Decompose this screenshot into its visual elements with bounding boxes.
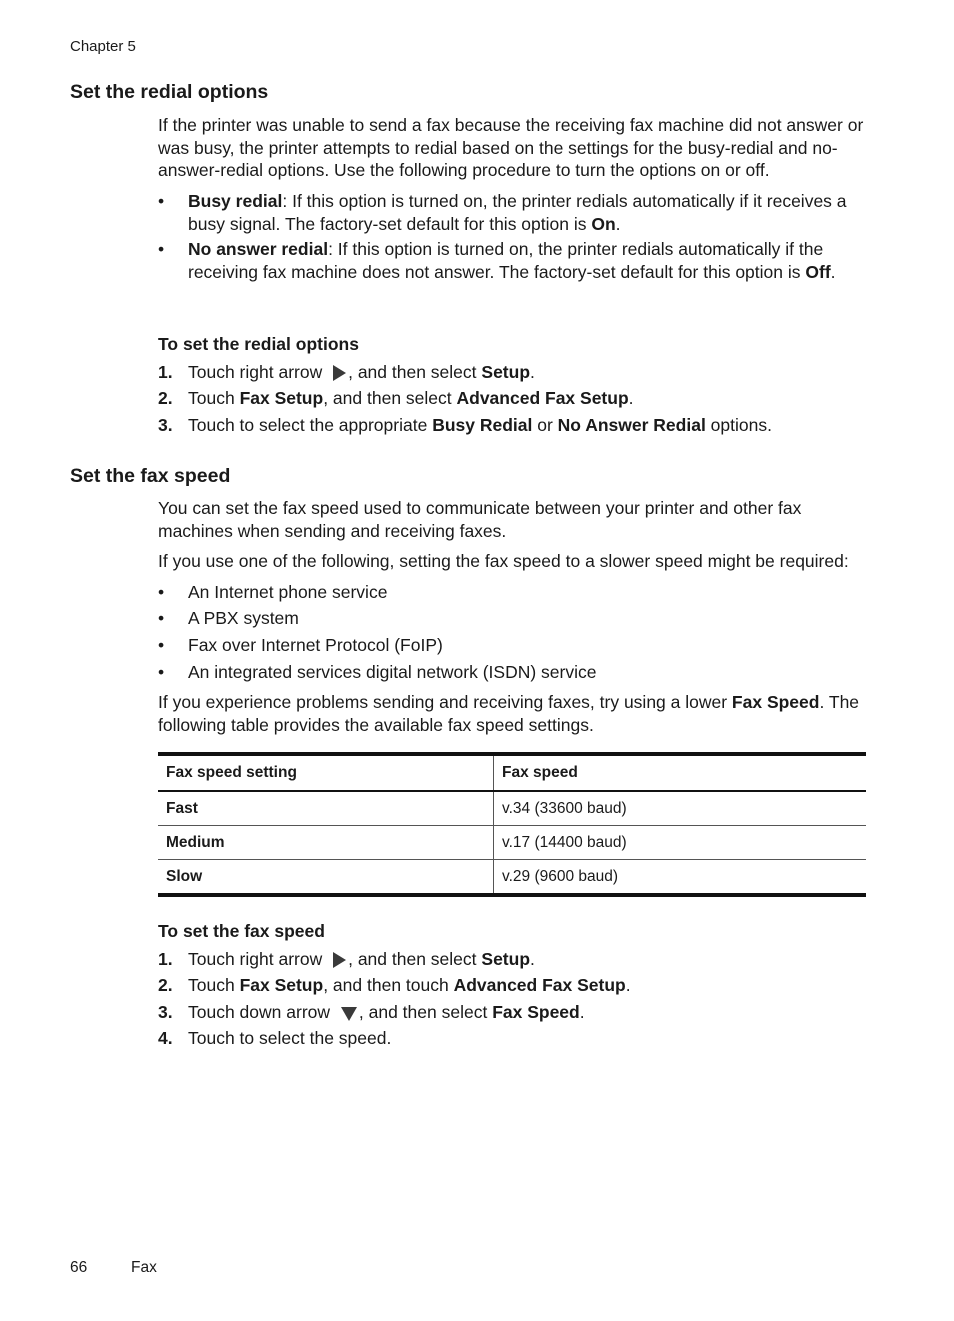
step-number: 2. <box>158 975 173 995</box>
list-item: • A PBX system <box>158 608 299 628</box>
right-arrow-icon <box>333 365 346 381</box>
right-arrow-icon <box>333 952 346 968</box>
default-value: Off <box>805 261 831 282</box>
table-cell: v.17 (14400 baud) <box>494 826 867 860</box>
list-item: • Busy redial: If this option is turned on, the printer redials automatically if it receives a busy signal. The factory-set default for this option is On. <box>158 191 847 234</box>
step-item: 3. Touch to select the appropriate Busy Redial or No Answer Redial options. <box>158 415 772 435</box>
table-cell: v.29 (9600 baud) <box>502 867 619 885</box>
step-item: 4. Touch to select the speed. <box>158 1028 392 1048</box>
step-number: 3. <box>158 1002 173 1022</box>
step-number: 1. <box>158 362 173 382</box>
column-header: Fax speed <box>494 754 867 791</box>
page-number: 66 <box>70 1259 88 1276</box>
bullet: • <box>158 635 165 655</box>
table-cell: Medium <box>158 826 494 860</box>
section-heading-redial: Set the redial options <box>70 81 269 103</box>
step-item: 2. Touch Fax Setup, and then touch Advanced Fax Setup. <box>158 975 631 995</box>
footer-title: Fax <box>131 1259 157 1276</box>
table-row <box>158 860 866 896</box>
step-item: 1. Touch right arrow , and then select Setup. <box>158 362 535 382</box>
speed-intro-2: If you use one of the following, setting the fax speed to a slower speed might be required: <box>158 551 849 571</box>
table-cell: Slow <box>158 860 494 896</box>
step-item: 2. Touch Fax Setup, and then select Advanced Fax Setup. <box>158 388 634 408</box>
section-heading-fax-speed: Set the fax speed <box>70 465 231 487</box>
table-header-row <box>158 754 866 791</box>
table-cell: Fast <box>158 791 494 826</box>
procedure-title-redial: To set the redial options <box>158 334 359 354</box>
step-item: 3. Touch down arrow , and then select Fax Speed. <box>158 1002 585 1022</box>
step-number: 4. <box>158 1028 173 1048</box>
redial-intro: If the printer was unable to send a fax because the receiving fax machine did not answer or was busy, the printer attempts to redial based on the settings for the busy-redial and no-answer-redial options. Use the following procedure to turn the options on or off. <box>158 115 864 180</box>
down-arrow-icon <box>341 1007 357 1021</box>
table-row <box>158 791 866 826</box>
column-header: Fax speed setting <box>158 754 494 791</box>
list-item: • Fax over Internet Protocol (FoIP) <box>158 635 443 655</box>
speed-note: If you experience problems sending and receiving faxes, try using a lower Fax Speed. The following table provides the available fax speed settings. <box>158 692 860 735</box>
bullet: • <box>158 662 165 682</box>
term: No answer redial <box>188 239 329 259</box>
chapter-label: Chapter 5 <box>70 38 136 55</box>
speed-intro: You can set the fax speed used to communicate between your printer and other fax machines when sending and receiving faxes. <box>158 498 802 541</box>
default-value: On <box>591 213 616 234</box>
step-number: 2. <box>158 388 173 408</box>
table-cell: v.34 (33600 baud) <box>494 791 867 826</box>
bullet: • <box>158 582 165 602</box>
list-item: • An integrated services digital network (ISDN) service <box>158 662 597 682</box>
step-number: 1. <box>158 949 173 969</box>
step-item: 1. Touch right arrow , and then select Setup. <box>158 949 535 969</box>
list-item: • No answer redial: If this option is turned on, the printer redials automatically if the receiving fax machine does not answer. The factory-set default for this option is Off. <box>158 239 836 282</box>
bullet: • <box>158 608 165 628</box>
term: Busy redial <box>188 191 283 211</box>
table-row <box>158 826 866 860</box>
step-number: 3. <box>158 415 173 435</box>
bullet: • <box>158 191 165 211</box>
fax-speed-table <box>158 752 866 897</box>
list-item: • An Internet phone service <box>158 582 388 602</box>
bullet: • <box>158 239 165 259</box>
procedure-title-fax-speed: To set the fax speed <box>158 921 325 941</box>
